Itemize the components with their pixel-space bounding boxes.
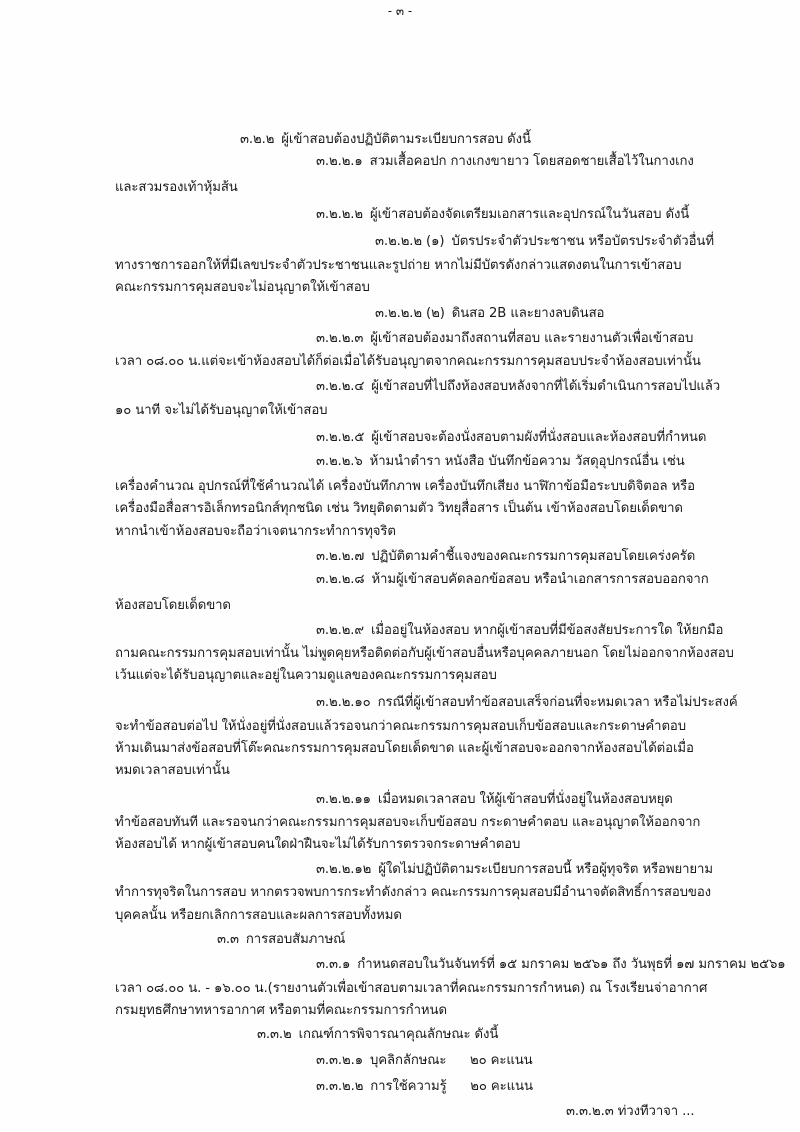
item-text: หากนำเข้าห้องสอบจะถือว่าเจตนากระทำการทุจริต (115, 524, 396, 539)
item-text: จะทำข้อสอบต่อไป ให้นั่งอยู่ที่นั่งสอบแล้วรอจนกว่าคณะกรรมการคุมสอบเก็บข้อสอบและกระดาษคำตอบ (115, 719, 687, 734)
item-3-2-2-1 (316, 151, 694, 173)
page-number: - ๓ - (387, 4, 413, 18)
item-3-2-2-11 (316, 789, 673, 811)
item-number: ๓.๒.๒.๔ (316, 379, 365, 394)
item-number: ๓.๓.๒ (257, 1027, 292, 1042)
item-text: ผู้เข้าสอบต้องปฏิบัติตามระเบียบการสอบ ดังนี้ (281, 132, 531, 147)
item-text: ดินสอ 2B และยางลบดินสอ (451, 306, 605, 321)
item-text: หมดเวลาสอบเท่านั้น (115, 763, 230, 778)
item-text: เครื่องคำนวณ อุปกรณ์ที่ใช้คำนวณได้ เครื่องบันทึกภาพ เครื่องบันทึกเสียง นาฬิกาข้อมือระบบดิจิตอล หรือ (115, 479, 695, 494)
item-number: ๓.๒.๒.๑ (316, 154, 363, 169)
item-number: ๓.๓.๒.๒ (316, 1079, 364, 1094)
item-text: กำหนดสอบในวันจันทร์ที่ ๑๕ มกราคม ๒๕๖๑ ถึง วันพุธที่ ๑๗ มกราคม ๒๕๖๑ (357, 957, 786, 972)
item-text: เว้นแต่จะได้รับอนุญาตและอยู่ในความดูแลของคณะกรรมการคุมสอบ (115, 668, 497, 683)
item-3-2-2-8 (316, 569, 709, 591)
item-text: เกณฑ์การพิจารณาคุณลักษณะ ดังนี้ (298, 1027, 499, 1042)
item-number: ๓.๒.๒ (240, 132, 275, 147)
item-text: กรมยุทธศึกษาทหารอากาศ หรือตามที่คณะกรรมการกำหนด (115, 1003, 447, 1018)
item-text: คณะกรรมการคุมสอบจะไม่อนุญาตให้เข้าสอบ (115, 280, 370, 295)
item-number: ๓.๓.๑ (316, 957, 351, 972)
item-3-3-2 (257, 1024, 498, 1046)
item-number: ๓.๒.๒.๒ (316, 207, 363, 222)
item-text: ทางราชการออกให้ที่มีเลขประจำตัวประชาชนและรูปถ่าย หากไม่มีบัตรดังกล่าวแสดงตนในการเข้าสอบ (115, 258, 682, 273)
continuation-line (115, 255, 681, 277)
item-text: เมื่ออยู่ในห้องสอบ หากผู้เข้าสอบที่มีข้อสงสัยประการใด ให้ยกมือ (370, 623, 724, 638)
score-value: ๒๐ คะแนน (469, 1053, 533, 1068)
continuation-line (115, 812, 700, 834)
item-text: ๑๐ นาที จะไม่ได้รับอนุญาตให้เข้าสอบ (115, 403, 328, 418)
continuation-line (115, 760, 230, 782)
continuation-line (115, 738, 694, 760)
item-number: ๓.๒.๒.๕ (316, 430, 365, 445)
item-number: ๓.๒.๒.๓ (316, 331, 364, 346)
item-number: ๓.๒.๒.๒ (๑) (375, 234, 445, 249)
item-text: ผู้เข้าสอบจะต้องนั่งสอบตามผังที่นั่งสอบและห้องสอบที่กำหนด (371, 430, 707, 445)
item-text: ห้ามผู้เข้าสอบคัดลอกข้อสอบ หรือนำเอกสารการสอบออกจาก (371, 572, 709, 587)
item-text: ปฏิบัติตามคำชี้แจงของคณะกรรมการคุมสอบโดยเคร่งครัด (371, 549, 696, 564)
item-3-2-2-4 (316, 376, 720, 398)
continuation-line (115, 665, 497, 687)
score-value: ๒๐ คะแนน (470, 1079, 533, 1094)
continuation-line (115, 1000, 447, 1022)
item-text: ห้องสอบได้ หากผู้เข้าสอบคนใดฝ่าฝืนจะไม่ได้รับการตรวจกระดาษคำตอบ (115, 837, 521, 852)
item-text: ห้องสอบโดยเด็ดขาด (115, 598, 231, 613)
item-3-2-2-2-1 (375, 231, 714, 253)
continuation-line (115, 643, 734, 665)
score-label: การใช้ความรู้ (370, 1079, 447, 1094)
item-3-2-2-5 (316, 427, 706, 449)
item-text: บุคคลนั้น หรือยกเลิกการสอบและผลการสอบทั้งหมด (115, 908, 402, 923)
score-row-knowledge (316, 1076, 533, 1098)
item-text: เวลา ๐๘.๐๐ น. - ๑๖.๐๐ น.(รายงานตัวเพื่อเข้าสอบตามเวลาที่คณะกรรมการกำหนด) ณ โรงเรียนจ่าอากาศ (115, 981, 708, 996)
continuation-line (115, 905, 402, 927)
continuation-line (115, 882, 711, 904)
item-text: ห้ามนำตำรา หนังสือ บันทึกข้อความ วัสดุอุปกรณ์อื่น เช่น (369, 454, 685, 469)
item-number: ๓.๒.๒.๙ (316, 623, 364, 638)
continuation-line (115, 351, 701, 373)
continuation-line (115, 834, 520, 856)
item-text: ผู้เข้าสอบต้องมาถึงสถานที่สอบ และรายงานตัวเพื่อเข้าสอบ (370, 331, 694, 346)
item-number: ๓.๒.๒.๖ (316, 454, 363, 469)
item-text: เครื่องมือสื่อสารอิเล็กทรอนิกส์ทุกชนิด เช่น วิทยุติดตามตัว วิทยุสื่อสาร เป็นต้น เข้าห้องสอบโดยเด็ดขาด (115, 501, 683, 516)
continuation-line (115, 595, 231, 617)
item-3-2-2-12 (316, 859, 713, 881)
item-3-2-2-2-2 (375, 303, 604, 325)
item-text: สวมเสื้อคอปก กางเกงขายาว โดยสอดชายเสื้อไว้ในกางเกง (369, 154, 694, 169)
item-text: เมื่อหมดเวลาสอบ ให้ผู้เข้าสอบที่นั่งอยู่ในห้องสอบหยุด (377, 792, 673, 807)
item-number: ๓.๒.๒.๒ (๒) (375, 306, 445, 321)
continuation-line (115, 978, 707, 1000)
item-number: ๓.๒.๒.๗ (316, 549, 365, 564)
score-label: บุคลิกลักษณะ (369, 1053, 447, 1068)
item-text: เวลา ๐๘.๐๐ น.แต่จะเข้าห้องสอบได้ก็ต่อเมื่อได้รับอนุญาตจากคณะกรรมการคุมสอบประจำห้องสอบเท่านั้น (115, 354, 701, 369)
item-number: ๓.๓ (217, 932, 239, 947)
item-number: ๓.๒.๒.๑๑ (316, 792, 371, 807)
item-number: ๓.๒.๒.๘ (316, 572, 365, 587)
item-3-3-1 (316, 954, 786, 976)
item-text: ผู้เข้าสอบต้องจัดเตรียมเอกสารและอุปกรณ์ในวันสอบ ดังนี้ (369, 207, 690, 222)
continuation-line (115, 498, 683, 520)
continuation-line (115, 177, 238, 199)
section-3-2-2 (240, 129, 531, 151)
item-3-2-2-6 (316, 451, 685, 473)
item-text: การสอบสัมภาษณ์ (245, 932, 346, 947)
continuation-line (115, 400, 327, 422)
item-text: ผู้เข้าสอบที่ไปถึงห้องสอบหลังจากที่ได้เริ่มดำเนินการสอบไปแล้ว (371, 379, 721, 394)
item-3-2-2-3 (316, 328, 693, 350)
continuation-line (115, 716, 686, 738)
item-text: ทำการทุจริตในการสอบ หากตรวจพบการกระทำดังกล่าว คณะกรรมการคุมสอบมีอำนาจตัดสิทธิ์การสอบของ (115, 885, 711, 900)
item-text: ห้ามเดินมาส่งข้อสอบที่โต๊ะคณะกรรมการคุมสอบโดยเด็ดขาด และผู้เข้าสอบจะออกจากห้องสอบได้ต่อเมื่อ (115, 741, 694, 756)
continuation-line (115, 521, 396, 543)
item-text: ทำข้อสอบทันที และรอจนกว่าคณะกรรมการคุมสอบจะเก็บข้อสอบ กระดาษคำตอบ และอนุญาตให้ออกจาก (115, 815, 701, 830)
item-text: ผู้ใดไม่ปฏิบัติตามระเบียบการสอบนี้ หรือผู้ทุจริต หรือพยายาม (378, 862, 713, 877)
item-3-2-2-2 (316, 204, 689, 226)
continuation-marker: ๓.๓.๒.๓ ท่วงทีวาจา ... (566, 1104, 695, 1119)
item-text: กรณีที่ผู้เข้าสอบทำข้อสอบเสร็จก่อนที่จะหมดเวลา หรือไม่ประสงค์ (377, 695, 738, 710)
item-3-2-2-9 (316, 620, 723, 642)
continuation-line (115, 277, 370, 299)
item-3-2-2-7 (316, 546, 695, 568)
item-number: ๓.๓.๒.๑ (316, 1053, 363, 1068)
item-3-2-2-10 (316, 692, 738, 714)
item-number: ๓.๒.๒.๑๐ (316, 695, 371, 710)
item-number: ๓.๒.๒.๑๒ (316, 862, 372, 877)
item-text: และสวมรองเท้าหุ้มส้น (115, 180, 238, 195)
section-3-3 (217, 929, 345, 951)
item-text: ถามคณะกรรมการคุมสอบเท่านั้น ไม่พูดคุยหรือติดต่อกับผู้เข้าสอบอื่นหรือบุคคลภายนอก โดยไม่ออกจากห้องสอบ (115, 646, 734, 661)
score-row-personality (316, 1050, 533, 1072)
continuation-line (115, 476, 695, 498)
item-text: บัตรประจำตัวประชาชน หรือบัตรประจำตัวอื่นที่ (451, 234, 714, 249)
